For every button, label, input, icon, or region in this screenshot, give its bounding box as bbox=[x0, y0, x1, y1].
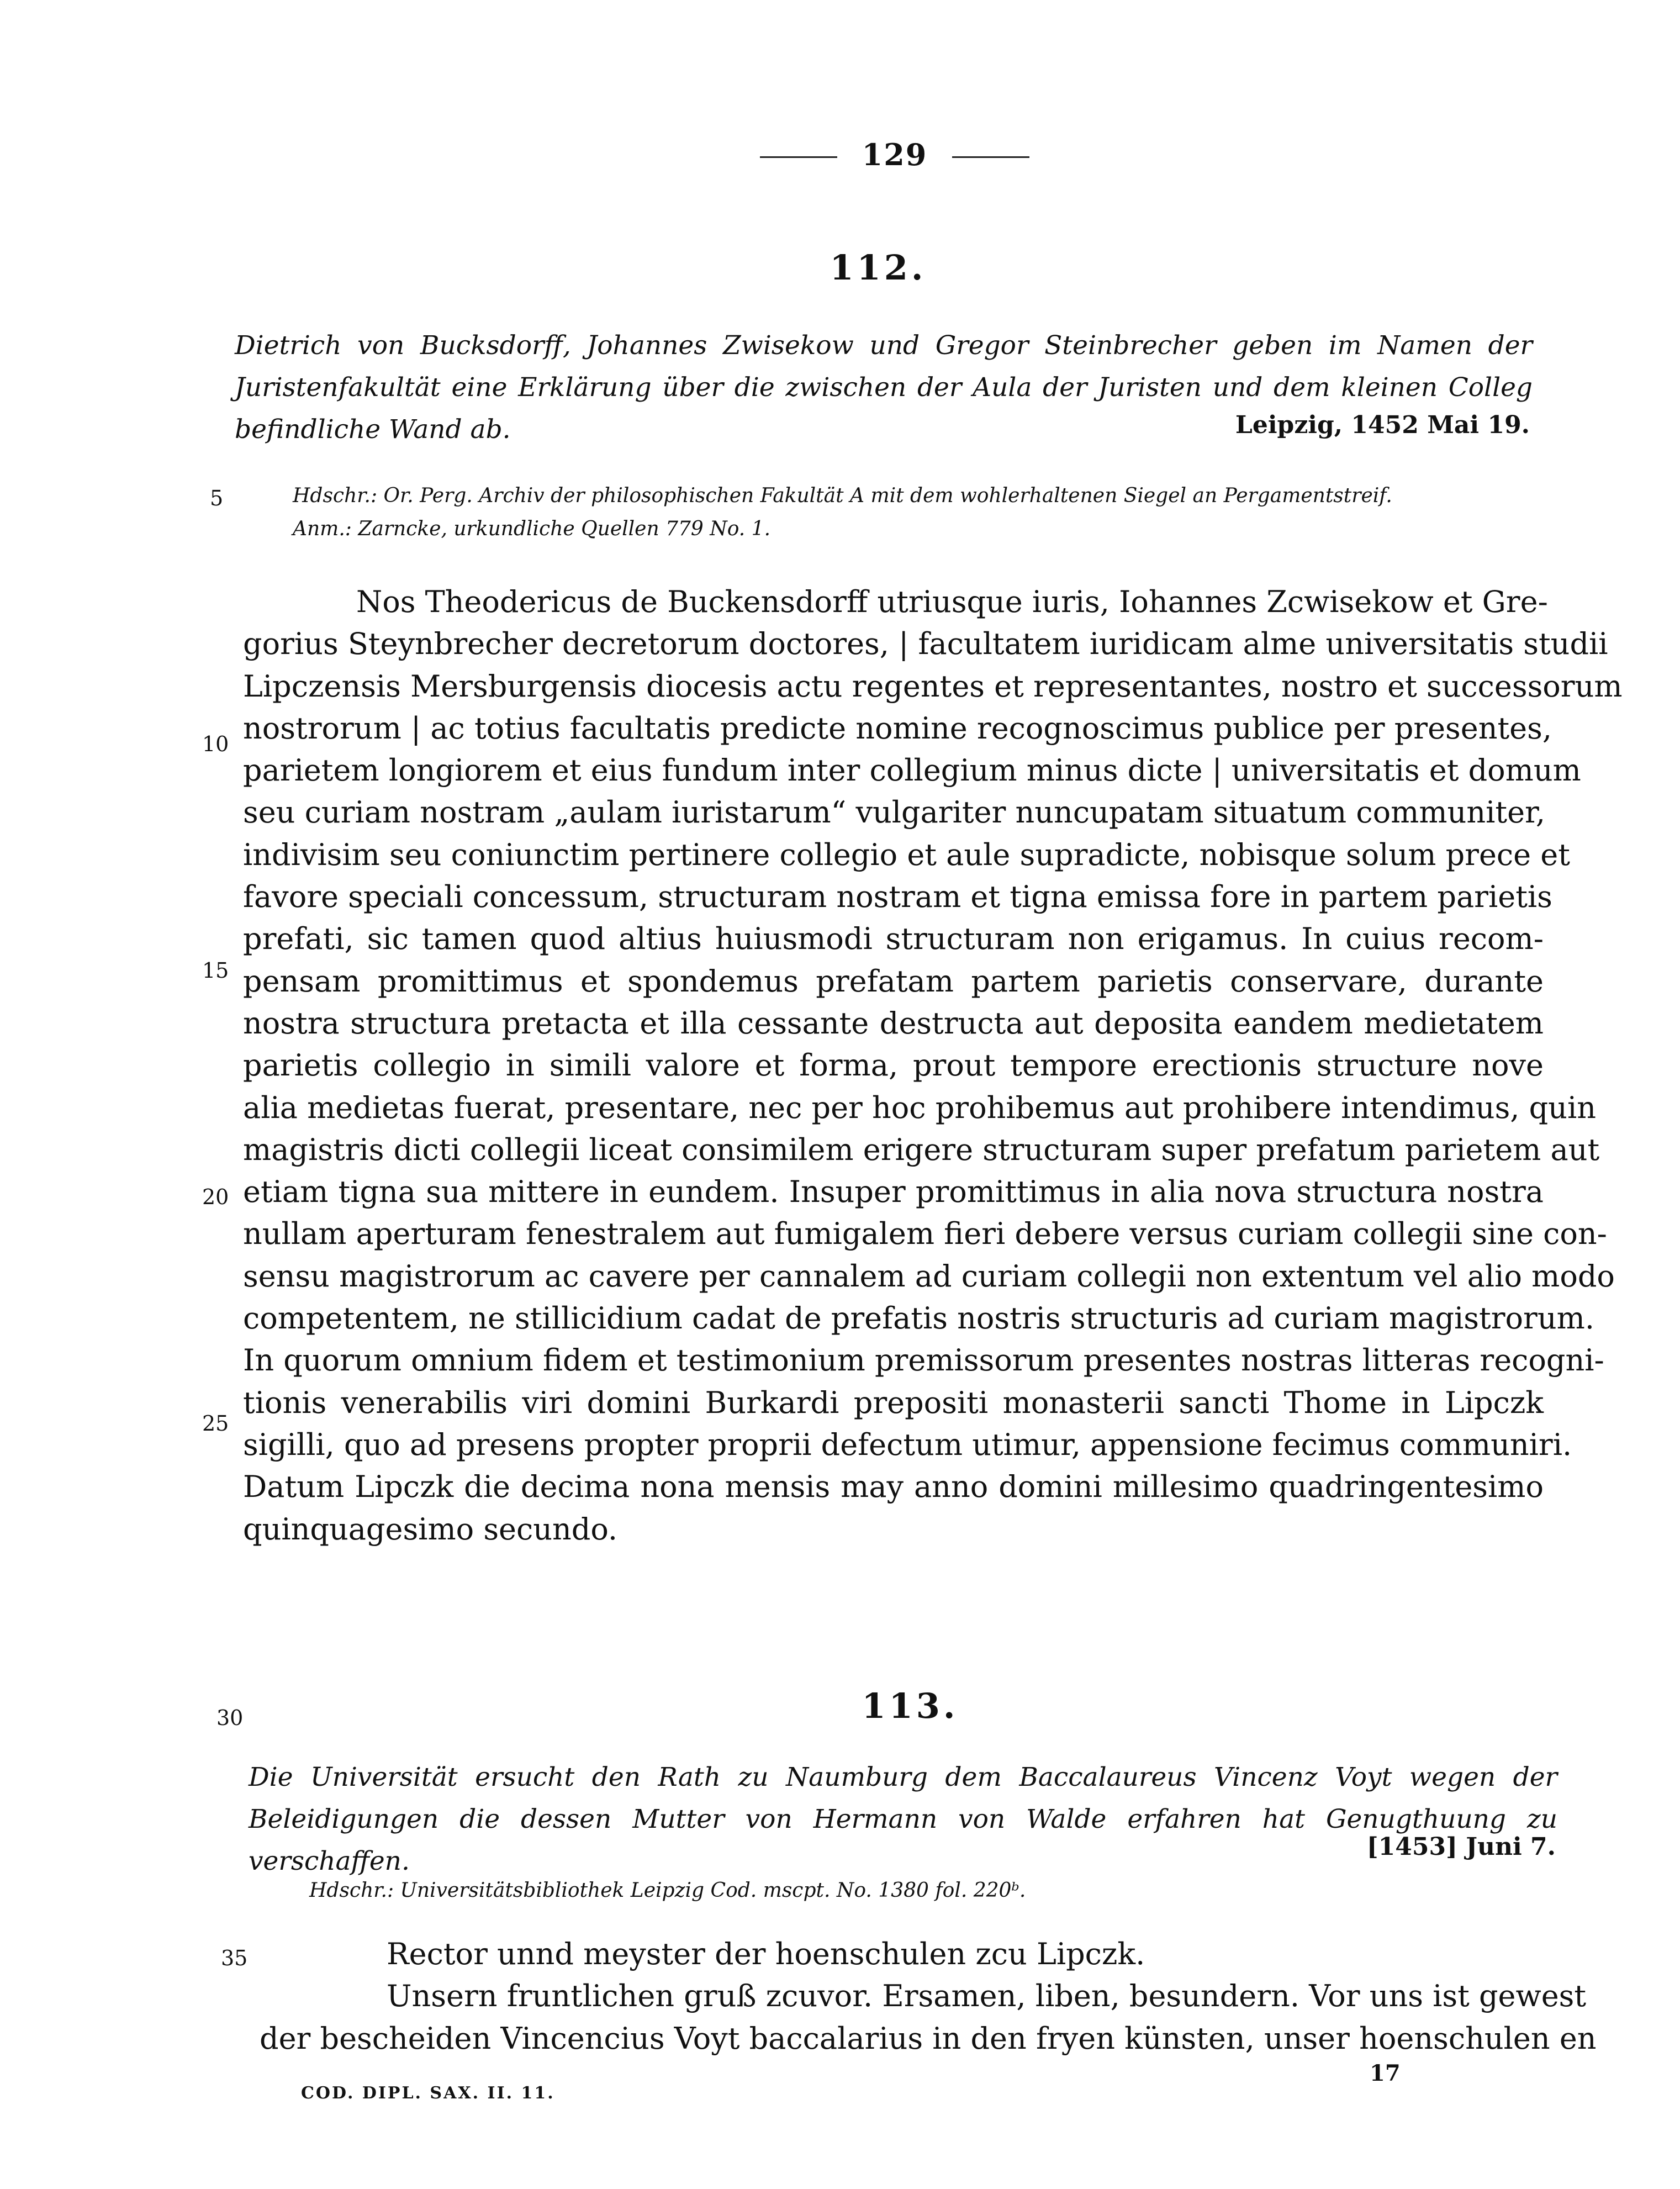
document-112-text bbox=[243, 581, 1623, 1550]
sheet-number: 17 bbox=[1370, 2060, 1401, 2086]
summary-text: Dietrich von Bucksdorff, Johannes Zwisekow und Gregor Steinbrecher geben im Namen der Juristenfakultät eine Erklärung über die zwischen der Aula der Juristen und dem kleinen Colleg befindliche Wand ab. bbox=[235, 330, 1533, 445]
text-line: Datum Lipczk die decima nona mensis may anno domini millesimo quadringentesimo bbox=[243, 1469, 1544, 1505]
text-line: favore speciali concessum, structuram nostram et tigna emissa fore in partem parietis bbox=[243, 879, 1552, 915]
text-line: alia medietas fuerat, presentare, nec per hoc prohibemus aut prohibere intendimus, quin bbox=[243, 1090, 1597, 1125]
text-line: parietem longiorem et eius fundum inter collegium minus dicte | universitatis et domum bbox=[243, 753, 1581, 788]
document-113-source: Hdschr.: Universitätsbibliothek Leipzig Cod. mscpt. No. 1380 fol. 220ᵇ. bbox=[309, 1879, 1026, 1902]
text-line: sigilli, quo ad presens propter proprii defectum utimur, appensione fecimus communiri. bbox=[243, 1427, 1572, 1462]
line-number: 20 bbox=[202, 1185, 229, 1209]
document-112-sources bbox=[293, 479, 1508, 546]
header-rule-left bbox=[760, 156, 837, 158]
text-line: seu curiam nostram „aulam iuristarum“ vulgariter nuncupatam situatum communiter, bbox=[243, 795, 1546, 830]
text-line: prefati, sic tamen quod altius huiusmodi structuram non erigamus. In cuius recom- bbox=[243, 921, 1544, 957]
page-header bbox=[729, 137, 1060, 172]
signature-mark: COD. DIPL. SAX. II. 11. bbox=[301, 2083, 555, 2103]
line-number: 30 bbox=[216, 1706, 244, 1730]
document-112-date: Leipzig, 1452 Mai 19. bbox=[1235, 411, 1530, 439]
document-113-text bbox=[260, 1933, 1597, 2060]
line-number: 35 bbox=[221, 1946, 248, 1970]
text-line: Rector unnd meyster der hoenschulen zcu Lipczk. bbox=[387, 1937, 1145, 1971]
source-manuscript: Hdschr.: Or. Perg. Archiv der philosophischen Fakultät A mit dem wohlerhaltenen Siegel an Pergamentstreif. bbox=[293, 484, 1392, 507]
text-line: magistris dicti collegii liceat consimilem erigere structuram super prefatum parietem aut bbox=[243, 1132, 1600, 1167]
text-line: sensu magistrorum ac cavere per cannalem ad curiam collegii non extentum vel alio modo bbox=[243, 1258, 1615, 1294]
header-rule-right bbox=[952, 156, 1029, 158]
text-line: indivisim seu coniunctim pertinere collegio et aule supradicte, nobisque solum prece et bbox=[243, 837, 1570, 872]
text-line: nostrorum | ac totius facultatis predicte nomine recognoscimus publice per presentes, bbox=[243, 710, 1552, 746]
text-line: tionis venerabilis viri domini Burkardi prepositi monasterii sancti Thome in Lipczk bbox=[243, 1385, 1544, 1420]
line-number: 10 bbox=[202, 732, 229, 756]
source-note: Anm.: Zarncke, urkundliche Quellen 779 No. 1. bbox=[293, 518, 771, 540]
text-line: Nos Theodericus de Buckensdorff utriusque iuris, Iohannes Zcwisekow et Gre- bbox=[356, 584, 1548, 619]
text-line: In quorum omnium fidem et testimonium premissorum presentes nostras litteras recogni- bbox=[243, 1343, 1604, 1378]
text-line: pensam promittimus et spondemus prefatam partem parietis conservare, durante bbox=[243, 963, 1544, 999]
text-line: der bescheiden Vincencius Voyt baccalarius in den fryen künsten, unser hoenschulen en bbox=[260, 2021, 1597, 2056]
line-number: 15 bbox=[202, 958, 229, 983]
summary-text: Die Universität ersucht den Rath zu Naumburg dem Baccalaureus Vincenz Voyt wegen der Beleidigungen die dessen Mutter von Hermann von Walde erfahren hat Genugthuung zu verschaffen. bbox=[249, 1762, 1557, 1876]
text-line: Lipczensis Mersburgensis diocesis actu regentes et representantes, nostro et successorum bbox=[243, 668, 1623, 704]
document-number-112: 112. bbox=[830, 247, 927, 288]
text-line: parietis collegio in simili valore et forma, prout tempore erectionis structure nove bbox=[243, 1048, 1544, 1083]
document-number-113: 113. bbox=[862, 1686, 959, 1726]
text-line: competentem, ne stillicidium cadat de prefatis nostris structuris ad curiam magistrorum. bbox=[243, 1301, 1595, 1336]
line-number: 25 bbox=[202, 1411, 229, 1436]
text-line: nullam aperturam fenestralem aut fumigalem fieri debere versus curiam collegii sine con- bbox=[243, 1216, 1607, 1252]
text-line: quinquagesimo secundo. bbox=[243, 1511, 618, 1547]
text-line: Unsern fruntlichen gruß zcuvor. Ersamen, liben, besundern. Vor uns ist gewest bbox=[387, 1979, 1587, 2014]
text-line: gorius Steynbrecher decretorum doctores, | facultatem iuridicam alme universitatis studii bbox=[243, 626, 1608, 662]
line-number: 5 bbox=[210, 486, 224, 510]
text-line: etiam tigna sua mittere in eundem. Insuper promittimus in alia nova structura nostra bbox=[243, 1174, 1544, 1210]
page-number: 129 bbox=[862, 137, 928, 172]
text-line: nostra structura pretacta et illa cessante destructa aut deposita eandem medietatem bbox=[243, 1005, 1544, 1041]
document-113-date: [1453] Juni 7. bbox=[1366, 1833, 1556, 1861]
